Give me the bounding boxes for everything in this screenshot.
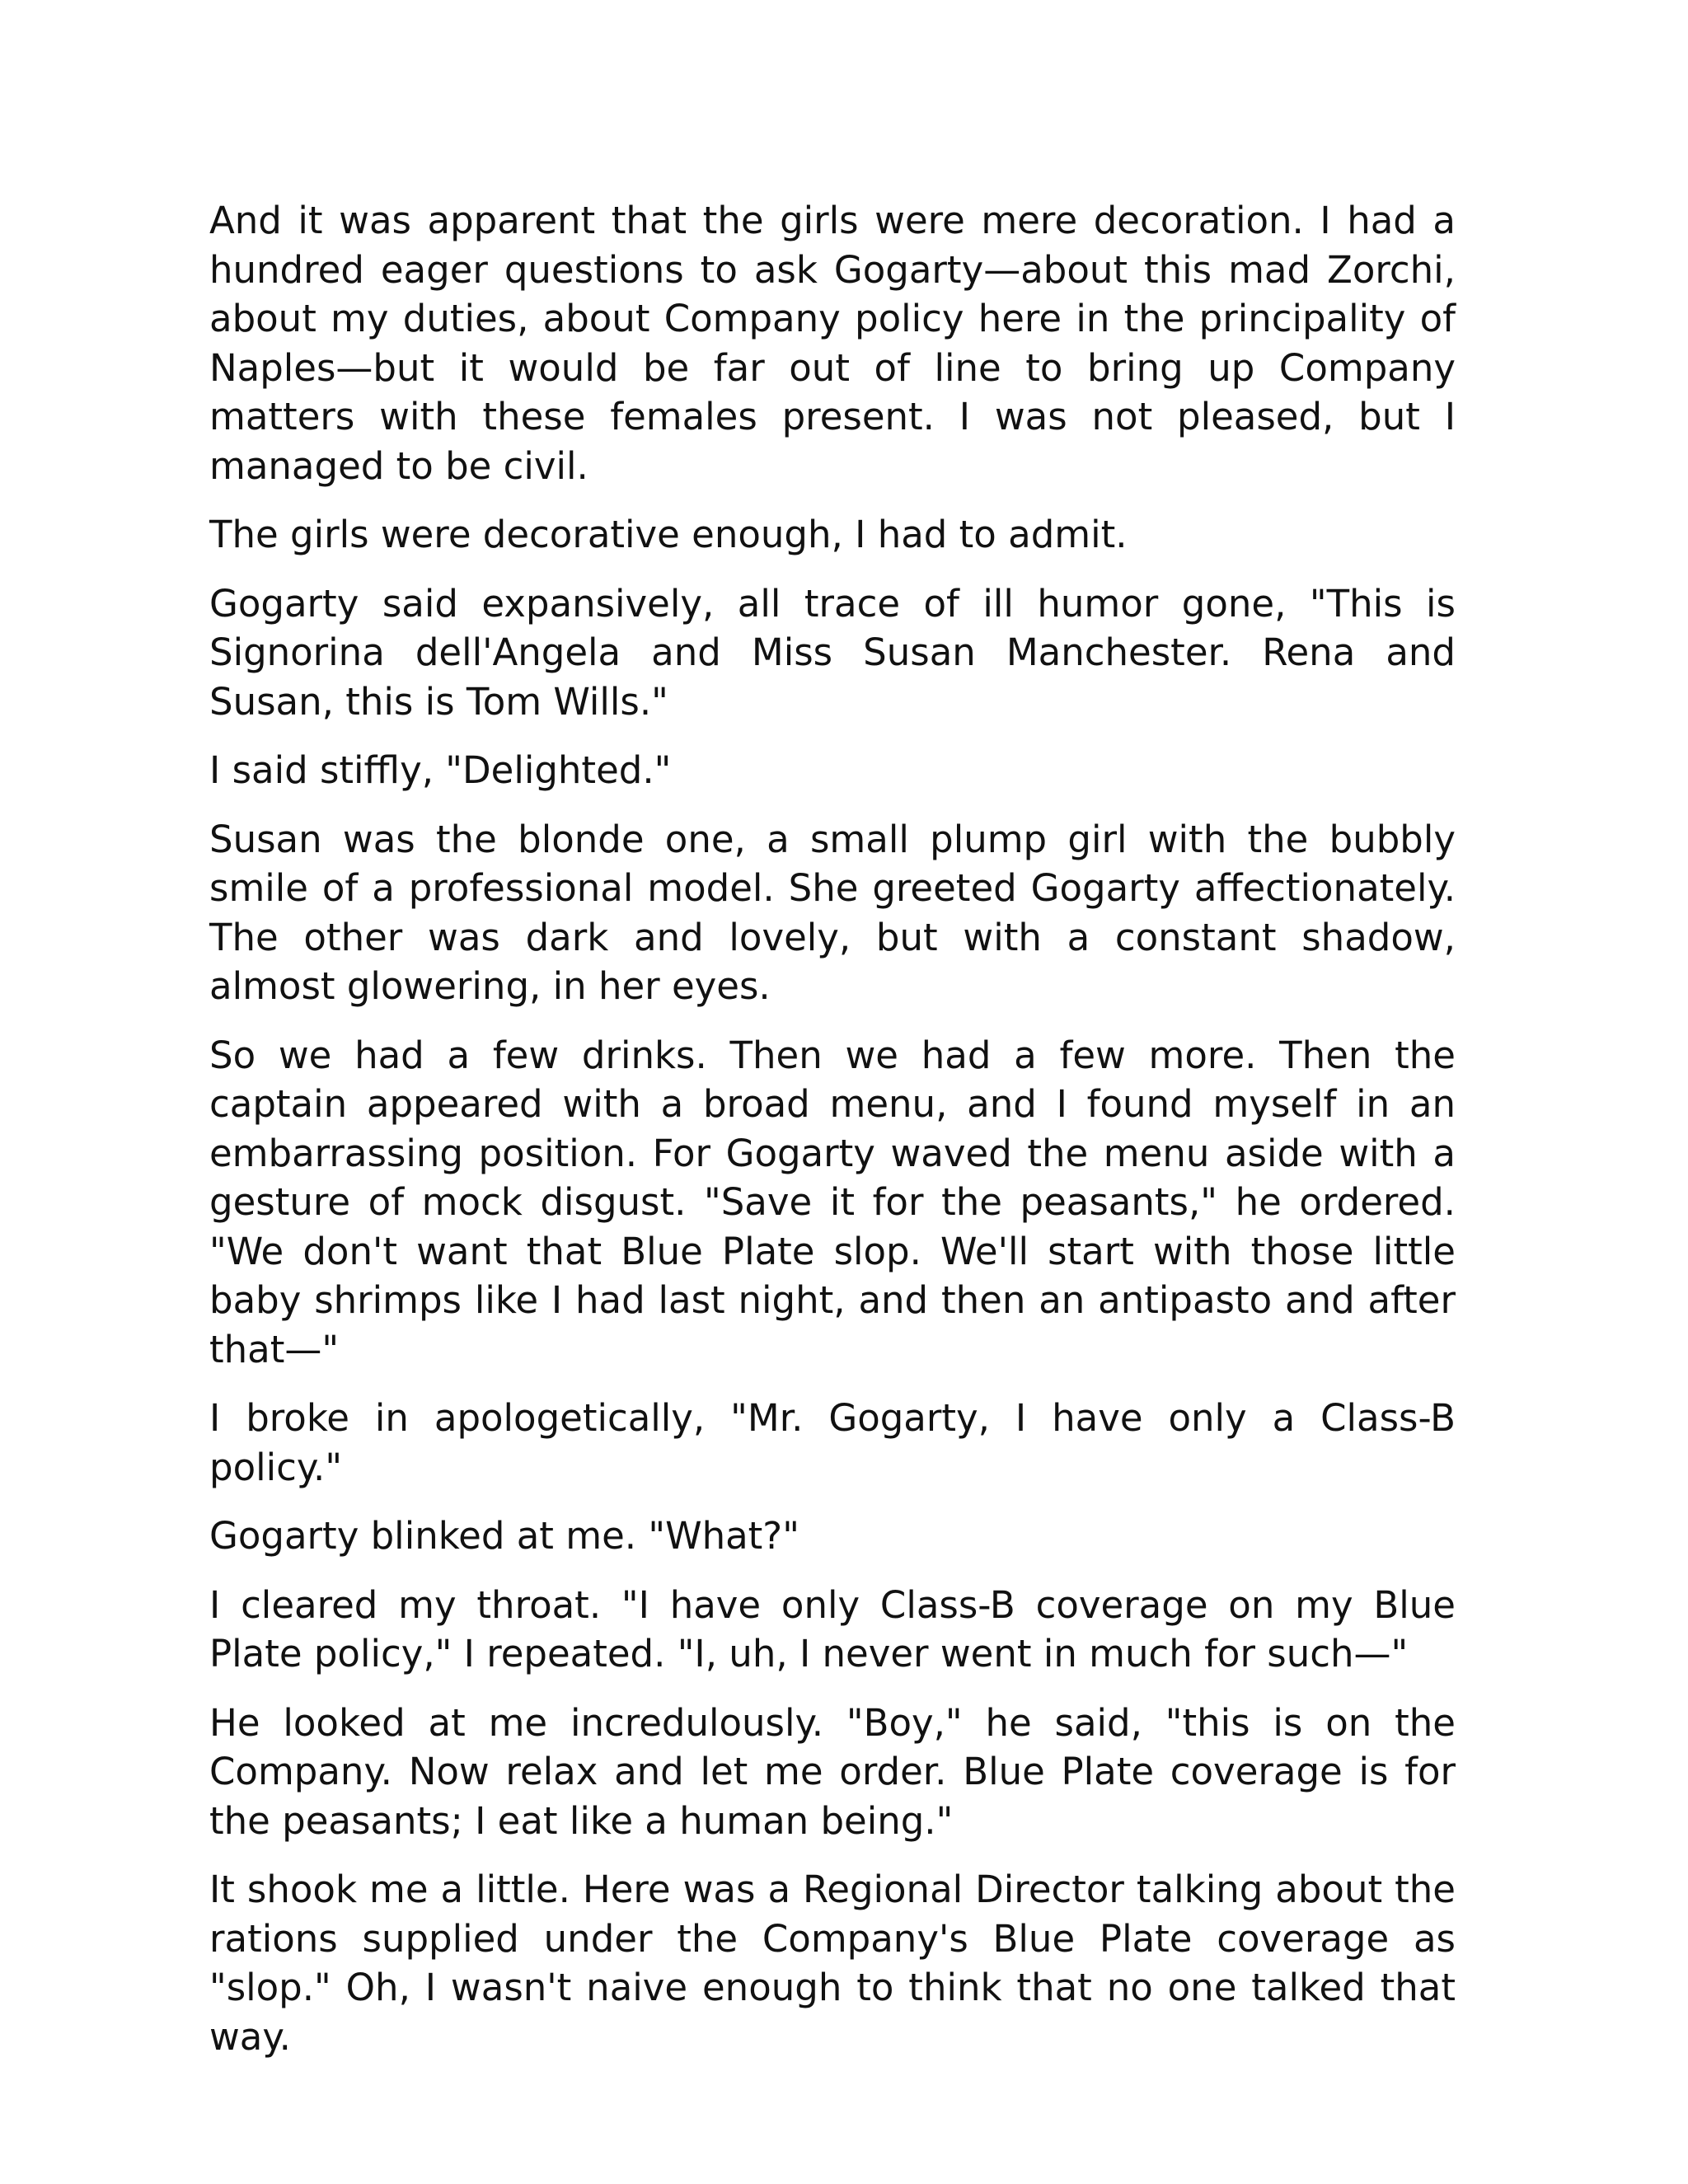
paragraph-6: So we had a few drinks. Then we had a few more. Then the captain appeared with a broad menu, and I found myself in an embarrassing position. For Gogarty waved the menu aside with a gesture of mock disgust. "Save it for the peasants," he ordered. "We don't want that Blue Plate slop. We'll start with those little baby shrimps like I had last night, and then an antipasto and after that—" bbox=[209, 1033, 1456, 1371]
paragraph-7: I broke in apologetically, "Mr. Gogarty, I have only a Class-B policy." bbox=[209, 1396, 1456, 1489]
paragraph-1: And it was apparent that the girls were mere decoration. I had a hundred eager questions to ask Gogarty—about this mad Zorchi, about my duties, about Company policy here in the principality of Naples—but it would be far out of line to bring up Company matters with these females present. I was not pleased, but I managed to be civil. bbox=[209, 199, 1456, 488]
body-text bbox=[209, 196, 1456, 2081]
paragraph-2: The girls were decorative enough, I had to admit. bbox=[209, 513, 1128, 556]
paragraph-3: Gogarty said expansively, all trace of ill humor gone, "This is Signorina dell'Angela and Miss Susan Manchester. Rena and Susan, this is Tom Wills." bbox=[209, 581, 1456, 724]
paragraph-9: I cleared my throat. "I have only Class-B coverage on my Blue Plate policy," I repeated. "I, uh, I never went in much for such—" bbox=[209, 1582, 1456, 1675]
paragraph-4: I said stiffly, "Delighted." bbox=[209, 748, 672, 792]
paragraph-10: He looked at me incredulously. "Boy," he said, "this is on the Company. Now relax and let me order. Blue Plate coverage is for the peasants; I eat like a human being." bbox=[209, 1700, 1456, 1843]
paragraph-5: Susan was the blonde one, a small plump girl with the bubbly smile of a professional model. She greeted Gogarty affectionately. The other was dark and lovely, but with a constant shadow, almost glowering, in her eyes. bbox=[209, 817, 1456, 1008]
paragraph-8: Gogarty blinked at me. "What?" bbox=[209, 1514, 799, 1558]
paragraph-11: It shook me a little. Here was a Regional Director talking about the rations supplied under the Company's Blue Plate coverage as "slop." Oh, I wasn't naive enough to think that no one talked that way. bbox=[209, 1868, 1456, 2059]
